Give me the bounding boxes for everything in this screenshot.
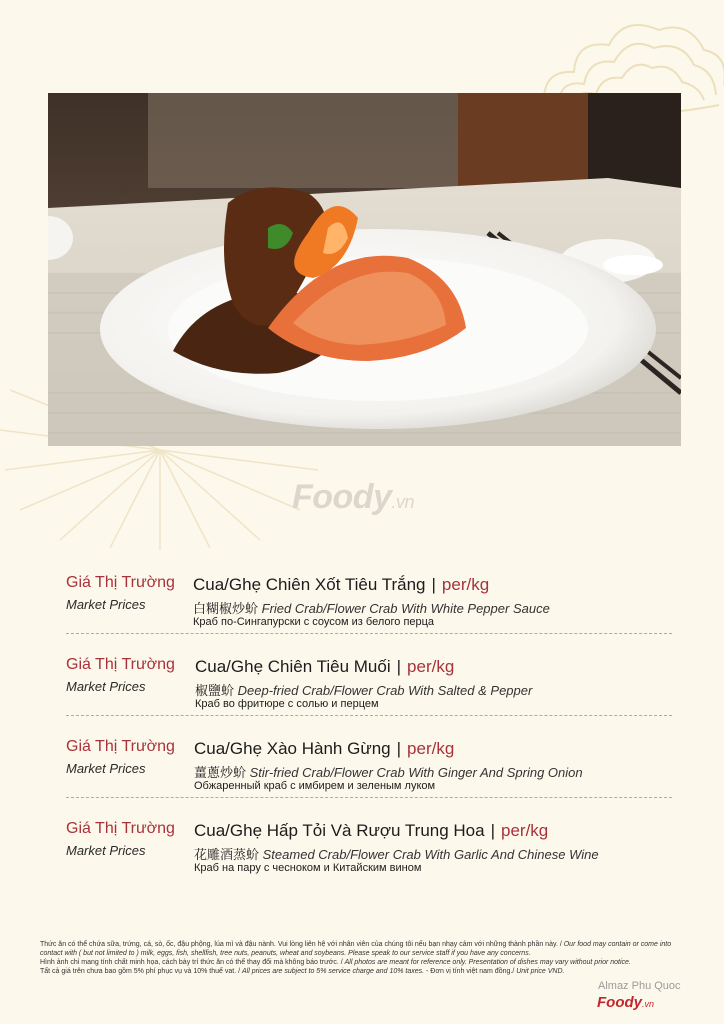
dish-chinese: 椒鹽蚧 bbox=[195, 683, 235, 698]
divider bbox=[66, 715, 672, 716]
dish-subtitle bbox=[194, 762, 583, 781]
footer-allergens-vi: Thức ăn có thể chứa sữa, trứng, cá, sò, ốc, đậu phộng, lúa mì và đậu nành. Vui lòng liên hệ với nhân viên của chúng tôi nếu bạn nhạy cảm với những thành phần này. / bbox=[40, 941, 562, 948]
divider bbox=[66, 797, 672, 798]
dish-english: Stir-fried Crab/Flower Crab With Ginger And Spring Onion bbox=[249, 765, 583, 780]
price-label: Giá Thị Trường bbox=[66, 656, 175, 673]
watermark-text: Foody bbox=[292, 478, 392, 516]
dish-subtitle bbox=[193, 598, 550, 617]
price-label: Giá Thị Trường bbox=[66, 738, 175, 755]
dish-russian: Краб по-Сингапурски с соусом из белого перца bbox=[193, 616, 435, 628]
branch-name: Almaz Phu Quoc bbox=[598, 980, 681, 992]
dish-photo bbox=[48, 93, 681, 446]
price-sub-label: Market Prices bbox=[66, 843, 146, 858]
footer-allergens-en: Our food may contain or come into contact with ( but not limited to ) milk, eggs, fish, shellfish, tree nuts, peanuts, wheat and soybeans. Please speak to our service staff if you have any concerns. bbox=[40, 941, 672, 957]
dish-chinese: 白糊椒炒蚧 bbox=[193, 601, 259, 616]
dish-name: Cua/Ghẹ Chiên Xốt Tiêu Trắng bbox=[193, 575, 426, 594]
dish-english: Deep-fried Crab/Flower Crab With Salted & Pepper bbox=[237, 683, 533, 698]
footer-unit-vi: - Đơn vị tính việt nam đồng./ bbox=[426, 968, 515, 975]
footer-unit-en: Unit price VND. bbox=[516, 968, 565, 975]
dish-unit: per/kg bbox=[501, 821, 549, 840]
watermark-logo bbox=[292, 478, 414, 517]
dish-russian: Краб во фритюре с солью и перцем bbox=[195, 698, 379, 710]
dish-name: Cua/Ghẹ Chiên Tiêu Muối bbox=[195, 657, 391, 676]
dish-name-line bbox=[194, 821, 548, 841]
foody-logo[interactable] bbox=[597, 994, 654, 1011]
dish-chinese: 花雕酒蒸蚧 bbox=[194, 847, 260, 862]
dish-separator: | bbox=[431, 575, 436, 594]
menu-item bbox=[0, 814, 724, 884]
dish-chinese: 薑蔥炒蚧 bbox=[194, 765, 247, 780]
dish-russian: Обжаренный краб с имбирем и зеленым луком bbox=[194, 780, 436, 792]
price-sub-label: Market Prices bbox=[66, 597, 146, 612]
dish-name-line bbox=[194, 739, 454, 759]
dish-name: Cua/Ghẹ Xào Hành Gừng bbox=[194, 739, 391, 758]
footer-prices-en: All prices are subject to 5% service charge and 10% taxes. bbox=[241, 968, 425, 975]
footer-prices-vi: Tất cả giá trên chưa bao gồm 5% phí phục vụ và 10% thuế vat. / bbox=[40, 968, 241, 975]
price-sub-label: Market Prices bbox=[66, 679, 146, 694]
dish-russian: Краб на пару с чесноком и Китайским вином bbox=[194, 862, 422, 874]
divider bbox=[66, 633, 672, 634]
menu-item bbox=[0, 732, 724, 802]
dish-subtitle bbox=[195, 680, 532, 699]
price-label: Giá Thị Trường bbox=[66, 574, 175, 591]
dish-separator: | bbox=[396, 657, 402, 676]
dish-unit: per/kg bbox=[407, 739, 455, 758]
dish-subtitle bbox=[194, 844, 599, 863]
dish-name-line bbox=[193, 575, 489, 595]
footer-line-allergens bbox=[40, 940, 690, 958]
footer-disclaimer bbox=[40, 940, 690, 976]
menu-item bbox=[0, 568, 724, 638]
watermark-suffix: .vn bbox=[391, 492, 414, 512]
dish-english: Fried Crab/Flower Crab With White Pepper Sauce bbox=[261, 601, 550, 616]
dish-english: Steamed Crab/Flower Crab With Garlic And Chinese Wine bbox=[262, 847, 599, 862]
footer-photos-vi: Hình ảnh chỉ mang tính chất minh họa, cách bày trí thức ăn có thể thay đổi mà không báo trước. / bbox=[40, 959, 343, 966]
brand-suffix: .vn bbox=[642, 999, 655, 1009]
dish-separator: | bbox=[490, 821, 496, 840]
price-sub-label: Market Prices bbox=[66, 761, 146, 776]
menu-item bbox=[0, 650, 724, 720]
dish-unit: per/kg bbox=[407, 657, 455, 676]
dish-name: Cua/Ghẹ Hấp Tỏi Và Rượu Trung Hoa bbox=[194, 821, 485, 840]
footer-photos-en: All photos are meant for reference only. Presentation of dishes may vary without prior notice. bbox=[344, 959, 631, 966]
footer-line-photos bbox=[40, 958, 690, 967]
footer-line-prices bbox=[40, 967, 690, 976]
brand-text: Foody bbox=[597, 994, 642, 1011]
dish-name-line bbox=[195, 657, 454, 677]
price-label: Giá Thị Trường bbox=[66, 820, 175, 837]
dish-separator: | bbox=[396, 739, 402, 758]
dish-unit: per/kg bbox=[441, 575, 490, 594]
